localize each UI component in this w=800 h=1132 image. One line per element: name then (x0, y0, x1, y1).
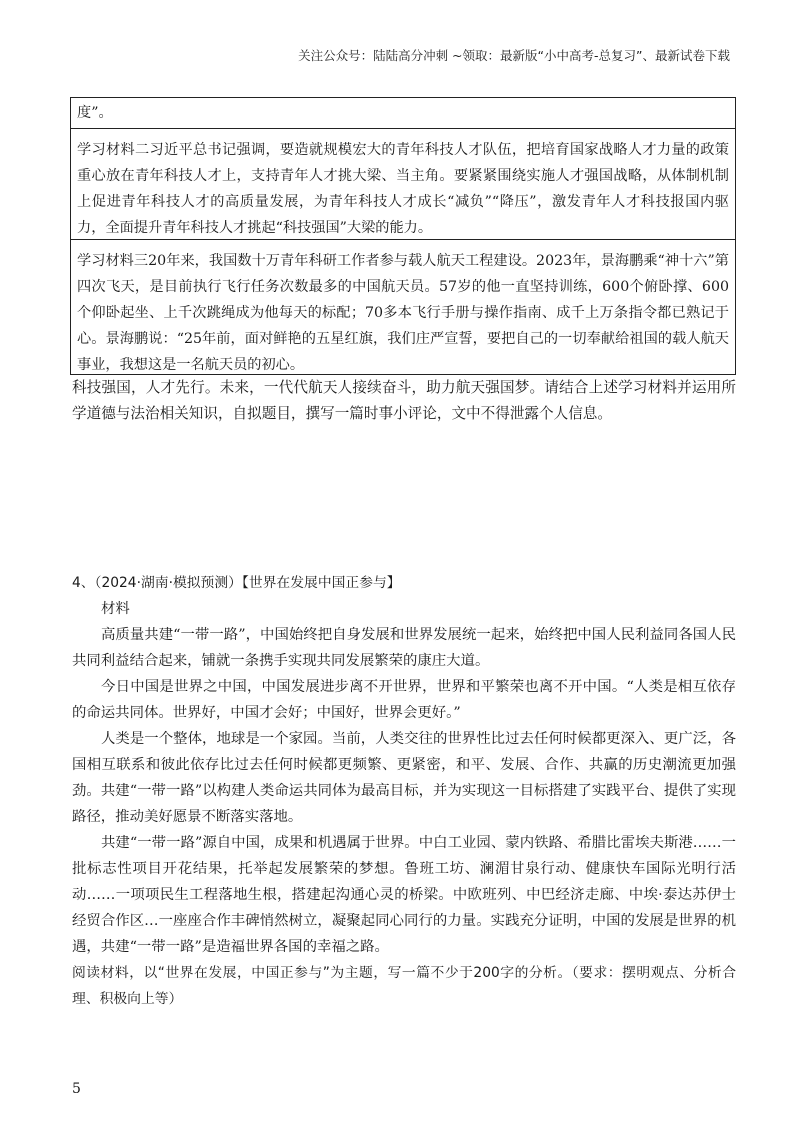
material-box-row-1 (70, 97, 736, 128)
material-paragraph-2: 今日中国是世界之中国，中国发展进步离不开世界，世界和平繁荣也离不开中国。“人类是相互依存的命运共同体。世界好，中国才会好；中国好，世界会更好。” (72, 679, 736, 721)
page-header: 关注公众号：陆陆高分冲刺 ~领取：最新版“小中高考-总复习”、最新试卷下载 (298, 48, 730, 63)
material-paragraph-3: 人类是一个整体，地球是一个家园。当前，人类交往的世界性比过去任何时候都更深入、更广泛，各国相互联系和彼此依存比过去任何时候都更频繁、更紧密，和平、发展、合作、共赢的历史潮流更加强劲。共建“一带一路”以构建人类命运共同体为最高目标，并为实现这一目标搭建了实践平台、提供了实现路径，推动美好愿景不断落实落地。 (72, 731, 736, 825)
material-label: 材料 (101, 601, 130, 617)
question-4-task: 阅读材料，以“世界在发展，中国正参与”为主题，写一篇不少于200字的分析。（要求：摆明观点、分析合理、积极向上等） (72, 965, 736, 1007)
material-box-row-3 (70, 239, 736, 375)
material-2-text: 学习材料二习近平总书记强调，要造就规模宏大的青年科技人才队伍，把培育国家战略人才力量的政策重心放在青年科技人才上，支持青年人才挑大梁、当主角。要紧紧围绕实施人才强国战略，从体制机制上促进青年科技人才的高质量发展，为青年科技人才成长“减负”“降压”，激发青年人才科技报国内驱力，全面提升青年科技人才挑起“科技强国”大梁的能力。 (77, 142, 729, 236)
material-box-row-1-text: 度”。 (77, 105, 113, 121)
question-prompt: 科技强国，人才先行。未来，一代代航天人接续奋斗，助力航天强国梦。请结合上述学习材料并运用所学道德与法治相关知识，自拟题目，撰写一篇时事小评论，文中不得泄露个人信息。 (72, 379, 736, 422)
material-paragraph-4: 共建“一带一路”源自中国，成果和机遇属于世界。中白工业园、蒙内铁路、希腊比雷埃夫斯港……一批标志性项目开花结果，托举起发展繁荣的梦想。鲁班工坊、澜湄甘泉行动、健康快车国际光明行活动……一项项民生工程落地生根，搭建起沟通心灵的桥梁。中欧班列、中巴经济走廊、中埃·泰达苏伊士经贸合作区…一座座合作丰碑悄然树立，凝聚起同心同行的力量。实践充分证明，中国的发展是世界的机遇，共建“一带一路”是造福世界各国的幸福之路。 (72, 835, 736, 955)
question-4-heading: 4、（2024·湖南·模拟预测）【世界在发展中国正参与】 (72, 575, 401, 591)
material-paragraph-1: 高质量共建“一带一路”，中国始终把自身发展和世界发展统一起来，始终把中国人民利益同各国人民共同利益结合起来，铺就一条携手实现共同发展繁荣的康庄大道。 (72, 627, 736, 669)
material-box-row-2 (70, 128, 736, 239)
page-number: 5 (72, 1081, 81, 1097)
question-4 (72, 570, 736, 1012)
material-3-text: 学习材料三20年来，我国数十万青年科研工作者参与载人航天工程建设。2023年，景海鹏乘“神十六”第四次飞天，是目前执行飞行任务次数最多的中国航天员。57岁的他一直坚持训练，600个俯卧撑、600个仰卧起坐、上千次跳绳成为他每天的标配；70多本飞行手册与操作指南、成千上万条指令都已熟记于心。景海鹏说：“25年前，面对鲜艳的五星红旗，我们庄严宣誓，要把自己的一切奉献给祖国的载人航天事业，我想这是一名航天员的初心。 (77, 253, 729, 373)
